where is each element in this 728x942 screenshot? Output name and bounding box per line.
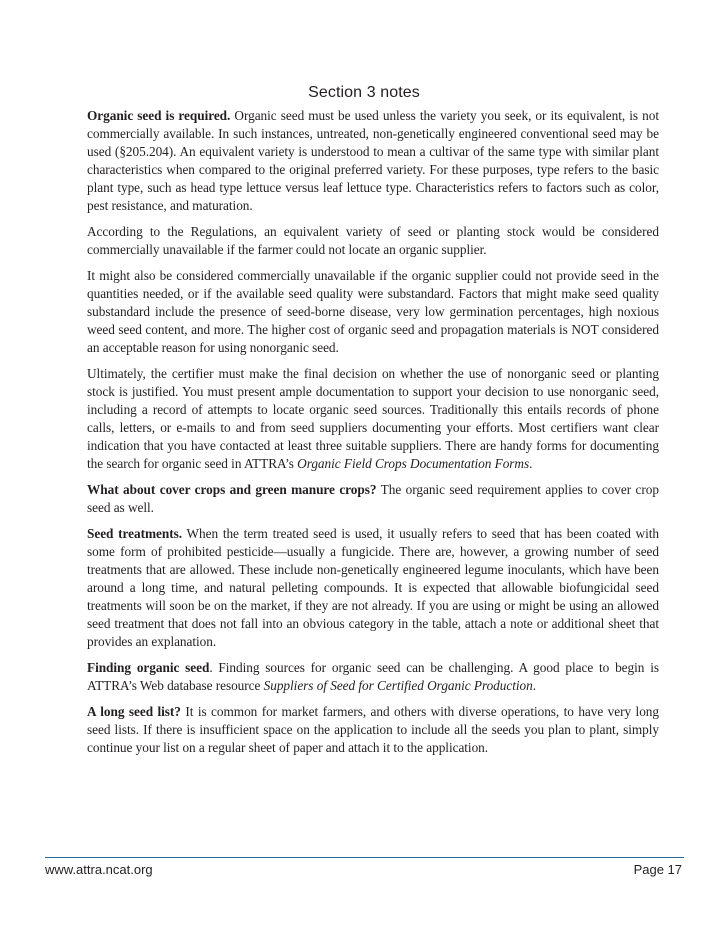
paragraph-lead: A long seed list?: [87, 704, 181, 719]
paragraph-lead: Seed treatments.: [87, 526, 182, 541]
paragraph-lead: Organic seed is required.: [87, 108, 231, 123]
paragraph-cover-crops: [87, 481, 659, 517]
paragraph-long-seed-list: [87, 703, 659, 757]
paragraph-text: Ultimately, the certifier must make the final decision on whether the use of nonorganic seed or planting stock is justified. You must present ample documentation to support your decision to use nonorganic seed, including a record of attempts to locate organic seed sources. Traditionally this entails records of phone calls, letters, or e-mails to and from seed suppliers documenting your efforts. Most certifiers want clear indication that you have contacted at least three suitable suppliers. There are handy forms for documenting the search for organic seed in ATTRA’s: [87, 366, 659, 471]
footer-divider: [45, 857, 684, 858]
section-body: [87, 107, 659, 765]
paragraph-text: According to the Regulations, an equivalent variety of seed or planting stock would be considered commercially unavailable if the farmer could not locate an organic supplier.: [87, 224, 659, 257]
paragraph-text: It is common for market farmers, and others with diverse operations, to have very long seed lists. If there is insufficient space on the application to include all the seeds you plan to plant, simply continue your list on a regular sheet of paper and attach it to the application.: [87, 704, 659, 755]
paragraph-lead: Finding organic seed: [87, 660, 210, 675]
paragraph-organic-seed-required: [87, 107, 659, 215]
paragraph-lead: What about cover crops and green manure crops?: [87, 482, 377, 497]
paragraph-text: It might also be considered commercially unavailable if the organic supplier could not provide seed in the quantities needed, or if the available seed quality were substandard. Factors that might make seed quality substandard include the presence of seed-borne disease, very low germination percentages, high noxious weed seed content, and more. The higher cost of organic seed and propagation materials is NOT considered an acceptable reason for using nonorganic seed.: [87, 268, 659, 355]
page-number: Page 17: [633, 862, 682, 877]
paragraph-finding-organic-seed: [87, 659, 659, 695]
paragraph-text: The organic seed requirement applies to cover crop seed as well.: [87, 482, 659, 515]
paragraph-seed-treatments: [87, 525, 659, 651]
paragraph-text-end: .: [532, 678, 536, 693]
document-reference: Organic Field Crops Documentation Forms: [297, 456, 530, 471]
section-title: Section 3 notes: [308, 84, 420, 101]
paragraph-equivalent-variety: [87, 223, 659, 259]
paragraph-text-end: .: [529, 456, 533, 471]
paragraph-text: . Finding sources for organic seed can be challenging. A good place to begin is ATTRA’s Web database resource: [87, 660, 659, 693]
paragraph-commercially-unavailable: [87, 267, 659, 357]
paragraph-certifier-decision: [87, 365, 659, 473]
paragraph-text: When the term treated seed is used, it usually refers to seed that has been coated with some form of prohibited pesticide—usually a fungicide. There are, however, a growing number of seed treatments that are allowed. These include non-genetically engineered legume inoculants, which have been around a long time, and natural pelleting compounds. It is expected that allowable biofungicidal seed treatments will soon be on the market, if they are not already. If you are using or might be using an allowed seed treatment that does not fall into an obvious category in the table, attach a note or additional sheet that provides an explanation.: [87, 526, 659, 649]
paragraph-text: Organic seed must be used unless the variety you seek, or its equivalent, is not commercially available. In such instances, untreated, non-genetically engineered conventional seed may be used (§205.204). An equivalent variety is understood to mean a cultivar of the same type with similar plant characteristics when compared to the original preferred variety. For these purposes, type refers to the basic plant type, such as head type lettuce versus leaf lettuce type. Characteristics refers to factors such as color, pest resistance, and maturation.: [87, 108, 659, 213]
footer-website: www.attra.ncat.org: [45, 862, 153, 877]
database-reference: Suppliers of Seed for Certified Organic Production: [263, 678, 533, 693]
